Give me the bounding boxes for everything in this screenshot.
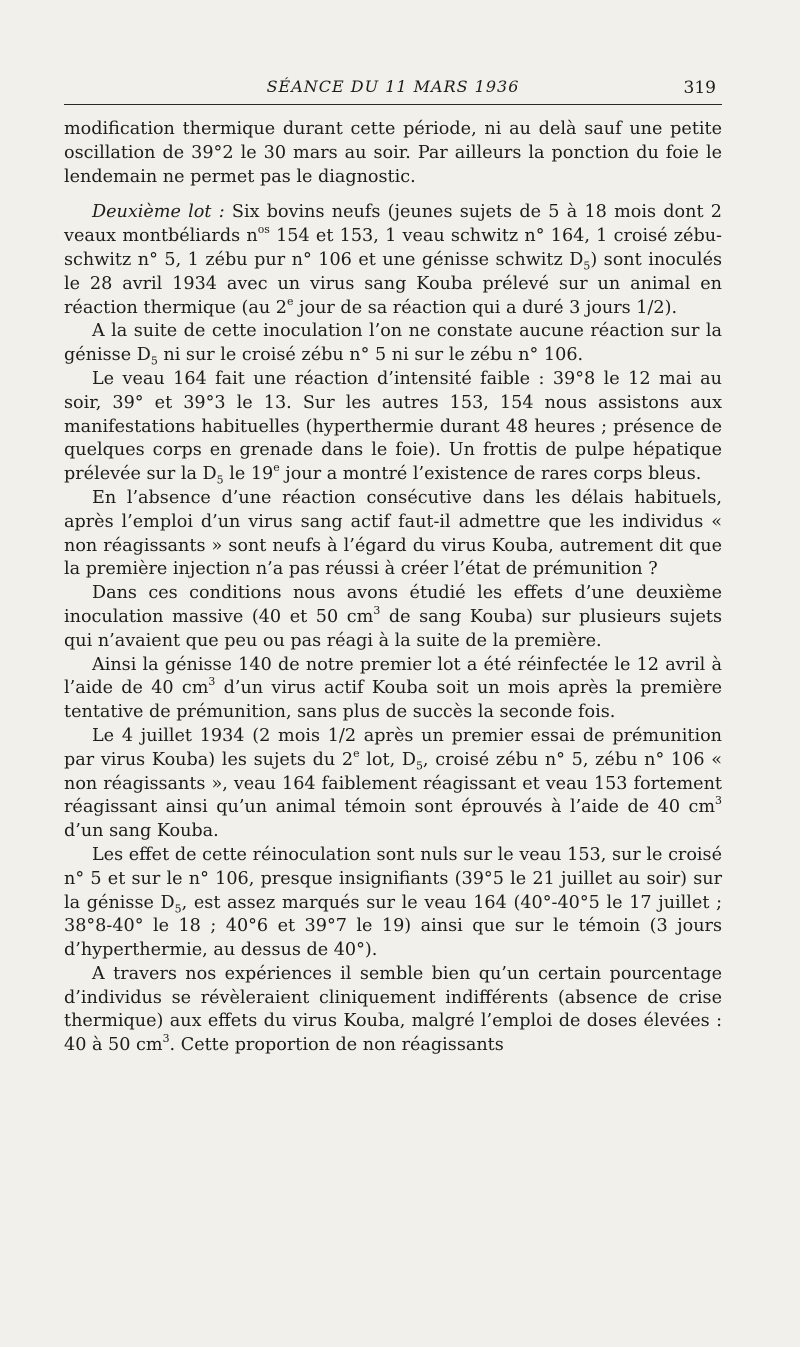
paragraph-1: [64, 118, 722, 189]
running-title: SÉANCE DU 11 MARS 1936: [266, 77, 520, 96]
p9-text-a: Les effet de cette réinoculation sont nuls sur le veau 153, sur le croisé n° 5 et sur le n° 106, presque insignifiants (39°5 le 21 juillet au soir) sur la génisse D: [64, 844, 722, 913]
p3-text-b: ni sur le croisé zébu n° 5 ni sur le zébu n° 106.: [157, 345, 584, 366]
paragraph-3: [64, 320, 722, 368]
paragraph-9: [64, 844, 722, 963]
p7-text-a: Ainsi la génisse 140 de notre premier lot a été réinfectée le 12 avril à l’aide de 40 cm: [64, 654, 722, 699]
lot-heading: Deuxième lot :: [92, 202, 225, 223]
p4-sup-e: e: [273, 461, 280, 475]
paragraph-7: [64, 654, 722, 725]
page-number: 319: [683, 78, 716, 98]
p2-sub-5: 5: [583, 259, 591, 273]
paragraph-2: [64, 201, 722, 320]
p8-sup-e: e: [353, 746, 360, 760]
p6-text-a: Dans ces conditions nous avons étudié les effets d’une deuxième inoculation massive (40 et 50 cm: [64, 583, 722, 627]
p2-text-b: 154 et 153, 1 veau schwitz n° 164, 1 croisé zébu-schwitz n° 5, 1 zébu pur n° 106 et une génisse schwitz D: [64, 226, 722, 270]
running-header: [64, 74, 722, 100]
p9-text-b: , est assez marqués sur le veau 164 (40°-40°5 le 17 juillet ; 38°8-40° le 18 ; 40°6 et 39°7 le 19) ainsi que sur le témoin (3 jours d’hyperthermie, au dessus de 40°).: [64, 892, 723, 961]
p8-sup-3: 3: [715, 794, 722, 808]
p8-text-a: Le 4 juillet 1934 (2 mois 1/2 après un premier essai de prémunition par virus Kouba) les sujets du 2: [64, 725, 722, 770]
p2-text-d: jour de sa réaction qui a duré 3 jours 1/2).: [293, 297, 678, 318]
p4-text-a: Le veau 164 fait une réaction d’intensité faible : 39°8 le 12 mai au soir, 39° et 39°3 le 13. Sur les autres 153, 154 nous assistons aux manifestations habituelles (hyperthermie durant 48 heures ; présence de quelques corps en grenade dans le foie). Un frottis de pulpe hépatique prélevée sur la D: [64, 368, 722, 485]
body-text: [64, 118, 722, 1058]
p2-text-c: ) sont inoculés le 28 avril 1934 avec un virus sang Kouba prélevé sur un animal en réaction thermique (au 2: [64, 249, 723, 318]
p7-sup-3: 3: [208, 675, 216, 689]
p6-sup-3: 3: [373, 604, 381, 617]
paragraph-5: [64, 487, 722, 582]
p2-sup-e: e: [286, 294, 294, 308]
header-rule: [64, 104, 722, 105]
p9-sub-5: 5: [174, 902, 182, 916]
p3-text-a: A la suite de cette inoculation l’on ne constate aucune réaction sur la génisse D: [64, 321, 722, 366]
p1-text: modification thermique durant cette période, ni au delà sauf une petite oscillation de 39°2 le 30 mars au soir. Par ailleurs la ponction du foie le lendemain ne permet pas le diagnostic.: [64, 119, 722, 187]
p2-sup-os: os: [257, 223, 270, 237]
p2-text-a: Six bovins neufs (jeunes sujets de 5 à 18 mois dont 2 veaux montbéliards n: [64, 202, 722, 247]
p10-sup-3: 3: [162, 1032, 170, 1046]
p4-sub-5: 5: [216, 473, 224, 487]
paragraph-10: [64, 963, 722, 1058]
p4-text-b: le 19: [223, 464, 274, 485]
p10-text-a: A travers nos expériences il semble bien qu’un certain pourcentage d’individus se révèleraient cliniquement indifférents (absence de crise thermique) aux effets du virus Kouba, malgré l’emploi de doses élevées : 40 à 50 cm: [64, 963, 722, 1056]
paragraph-6: [64, 582, 722, 653]
p3-sub-5: 5: [150, 354, 158, 368]
p8-sub-5: 5: [415, 759, 423, 773]
paragraph-4: [64, 368, 722, 487]
p7-text-b: d’un virus actif Kouba soit un mois après la première tentative de prémunition, sans plus de succès la seconde fois.: [64, 678, 723, 723]
p8-text-b: lot, D: [359, 749, 416, 770]
p8-text-c: , croisé zébu n° 5, zébu n° 106 « non réagissants », veau 164 faiblement réagissant et veau 153 fortement réagissant ainsi qu’un animal témoin sont éprouvés à l’aide de 40 cm: [64, 749, 722, 818]
paragraph-8: [64, 725, 722, 844]
p10-text-b: . Cette proportion de non réagissants: [169, 1035, 504, 1056]
p4-text-c: jour a montré l’existence de rares corps bleus.: [279, 464, 702, 485]
p8-text-d: d’un sang Kouba.: [64, 821, 219, 842]
p5-text: En l’absence d’une réaction consécutive dans les délais habituels, après l’emploi d’un virus sang actif faut-il admettre que les individus « non réagissants » sont neufs à l’égard du virus Kouba, autrement dit que la première injection n’a pas réussi à créer l’état de prémunition ?: [64, 487, 722, 580]
p6-text-b: de sang Kouba) sur plusieurs sujets qui n’avaient que peu ou pas réagi à la suite de la première.: [64, 606, 722, 651]
